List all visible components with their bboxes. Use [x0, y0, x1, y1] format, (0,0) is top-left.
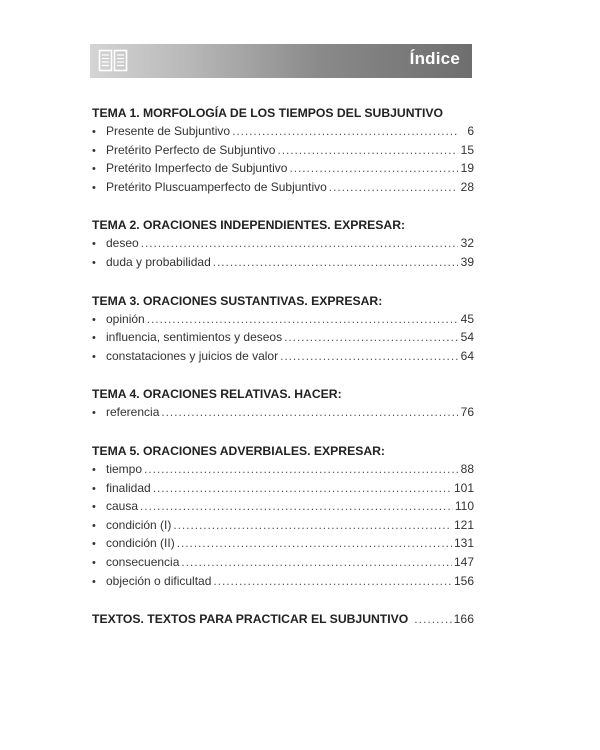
dot-leader — [213, 253, 458, 272]
bullet-icon: • — [92, 407, 96, 420]
toc-entry[interactable] — [92, 534, 474, 553]
table-of-contents — [92, 105, 474, 628]
toc-entry-label: tiempo — [106, 461, 143, 476]
toc-section — [92, 386, 474, 422]
toc-page-number: 156 — [453, 573, 474, 588]
toc-entry-label: finalidad — [106, 480, 151, 495]
toc-page-number: 88 — [460, 461, 474, 476]
toc-entry[interactable] — [92, 122, 474, 141]
dot-leader — [329, 178, 458, 197]
toc-entry[interactable] — [92, 141, 474, 160]
section-title: TEMA 3. ORACIONES SUSTANTIVAS. EXPRESAR: — [92, 293, 383, 308]
toc-page-number: 131 — [453, 536, 474, 551]
toc-entry-label: opinión — [106, 311, 145, 326]
toc-entry-label: objeción o dificultad — [106, 573, 212, 588]
open-book-icon — [98, 48, 128, 74]
toc-page-number: 54 — [460, 330, 474, 345]
toc-entry[interactable] — [92, 310, 474, 329]
toc-final-page-number: 166 — [453, 612, 474, 627]
toc-section — [92, 443, 474, 590]
toc-entry-label: Presente de Subjuntivo — [106, 124, 231, 138]
toc-entry-list — [92, 234, 474, 271]
page-title: Índice — [409, 49, 460, 68]
toc-entry[interactable] — [92, 328, 474, 347]
toc-entry-label: condición (I) — [106, 517, 172, 532]
bullet-icon: • — [92, 332, 96, 345]
toc-page-number: 45 — [460, 311, 474, 326]
section-title: TEMA 5. ORACIONES ADVERBIALES. EXPRESAR: — [92, 443, 385, 458]
dot-leader — [277, 141, 458, 160]
dot-leader — [140, 497, 453, 516]
toc-page-number: 28 — [460, 179, 474, 194]
toc-page-number: 39 — [460, 254, 474, 269]
toc-entry-label: referencia — [106, 405, 160, 420]
toc-entry-list — [92, 460, 474, 590]
toc-entry-list — [92, 122, 474, 196]
dot-leader — [173, 516, 452, 535]
dot-leader — [284, 328, 458, 347]
bullet-icon: • — [92, 519, 96, 532]
toc-entry-label: duda y probabilidad — [106, 254, 211, 269]
bullet-icon: • — [92, 463, 96, 476]
toc-entry-label: consecuencia — [106, 554, 180, 569]
toc-section — [92, 293, 474, 366]
bullet-icon: • — [92, 482, 96, 495]
section-title: TEMA 4. ORACIONES RELATIVAS. HACER: — [92, 387, 342, 402]
bullet-icon: • — [92, 313, 96, 326]
toc-entry[interactable] — [92, 253, 474, 272]
toc-entry-label: constataciones y juicios de valor — [106, 348, 279, 363]
bullet-icon: • — [92, 144, 96, 157]
toc-page-number: 64 — [460, 348, 474, 363]
section-title: TEMA 1. MORFOLOGÍA DE LOS TIEMPOS DEL SUBJUNTIVO — [92, 106, 443, 120]
toc-page-number: 15 — [460, 142, 474, 157]
toc-entry[interactable] — [92, 460, 474, 479]
dot-leader — [144, 460, 458, 479]
index-header-bar — [90, 44, 472, 78]
toc-page-number: 19 — [460, 161, 474, 176]
section-title: TEMA 2. ORACIONES INDEPENDIENTES. EXPRESAR: — [92, 218, 406, 233]
toc-entry[interactable] — [92, 572, 474, 591]
toc-section — [92, 217, 474, 271]
dot-leader — [181, 553, 452, 572]
bullet-icon: • — [92, 238, 96, 251]
dot-leader — [161, 403, 458, 422]
toc-page-number: 121 — [453, 517, 474, 532]
toc-page-number: 110 — [454, 499, 474, 514]
toc-entry[interactable] — [92, 479, 474, 498]
bullet-icon: • — [92, 126, 96, 138]
toc-entry[interactable] — [92, 159, 474, 178]
toc-page-number: 101 — [453, 480, 474, 495]
dot-leader — [289, 159, 458, 178]
toc-page-number: 6 — [467, 124, 474, 138]
toc-entry-label: condición (II) — [106, 536, 175, 551]
toc-page-number: 147 — [453, 554, 474, 569]
toc-entry-label: causa — [106, 499, 139, 514]
toc-entry-label: Pretérito Imperfecto de Subjuntivo — [106, 161, 288, 176]
dot-leader — [153, 479, 452, 498]
toc-entry-label: Pretérito Perfecto de Subjuntivo — [106, 142, 276, 157]
toc-entry[interactable] — [92, 403, 474, 422]
bullet-icon: • — [92, 538, 96, 551]
dot-leader — [147, 310, 458, 329]
toc-entry[interactable] — [92, 178, 474, 197]
toc-section — [92, 105, 474, 196]
toc-entry[interactable] — [92, 497, 474, 516]
toc-entry[interactable] — [92, 234, 474, 253]
dot-leader — [280, 347, 458, 366]
toc-final-entry[interactable] — [92, 611, 474, 628]
dot-leader — [213, 572, 452, 591]
toc-entry-label: influencia, sentimientos y deseos — [106, 330, 283, 345]
bullet-icon: • — [92, 350, 96, 363]
toc-entry-list — [92, 310, 474, 366]
toc-entry[interactable] — [92, 347, 474, 366]
bullet-icon: • — [92, 163, 96, 176]
toc-page-number: 32 — [460, 236, 474, 251]
toc-entry[interactable] — [92, 553, 474, 572]
toc-final-label: TEXTOS. TEXTOS PARA PRACTICAR EL SUBJUNTIVO — [92, 612, 409, 627]
toc-entry-label: Pretérito Pluscuamperfecto de Subjuntivo — [106, 179, 327, 194]
bullet-icon: • — [92, 256, 96, 269]
toc-entry[interactable] — [92, 516, 474, 535]
toc-page-number: 76 — [460, 405, 474, 420]
dot-leader — [414, 611, 451, 628]
toc-entry-label: deseo — [106, 236, 139, 251]
dot-leader — [177, 534, 452, 553]
bullet-icon: • — [92, 556, 96, 569]
dot-leader — [232, 122, 458, 141]
dot-leader — [141, 234, 458, 253]
bullet-icon: • — [92, 501, 96, 514]
toc-entry-list — [92, 403, 474, 422]
bullet-icon: • — [92, 575, 96, 588]
bullet-icon: • — [92, 181, 96, 194]
